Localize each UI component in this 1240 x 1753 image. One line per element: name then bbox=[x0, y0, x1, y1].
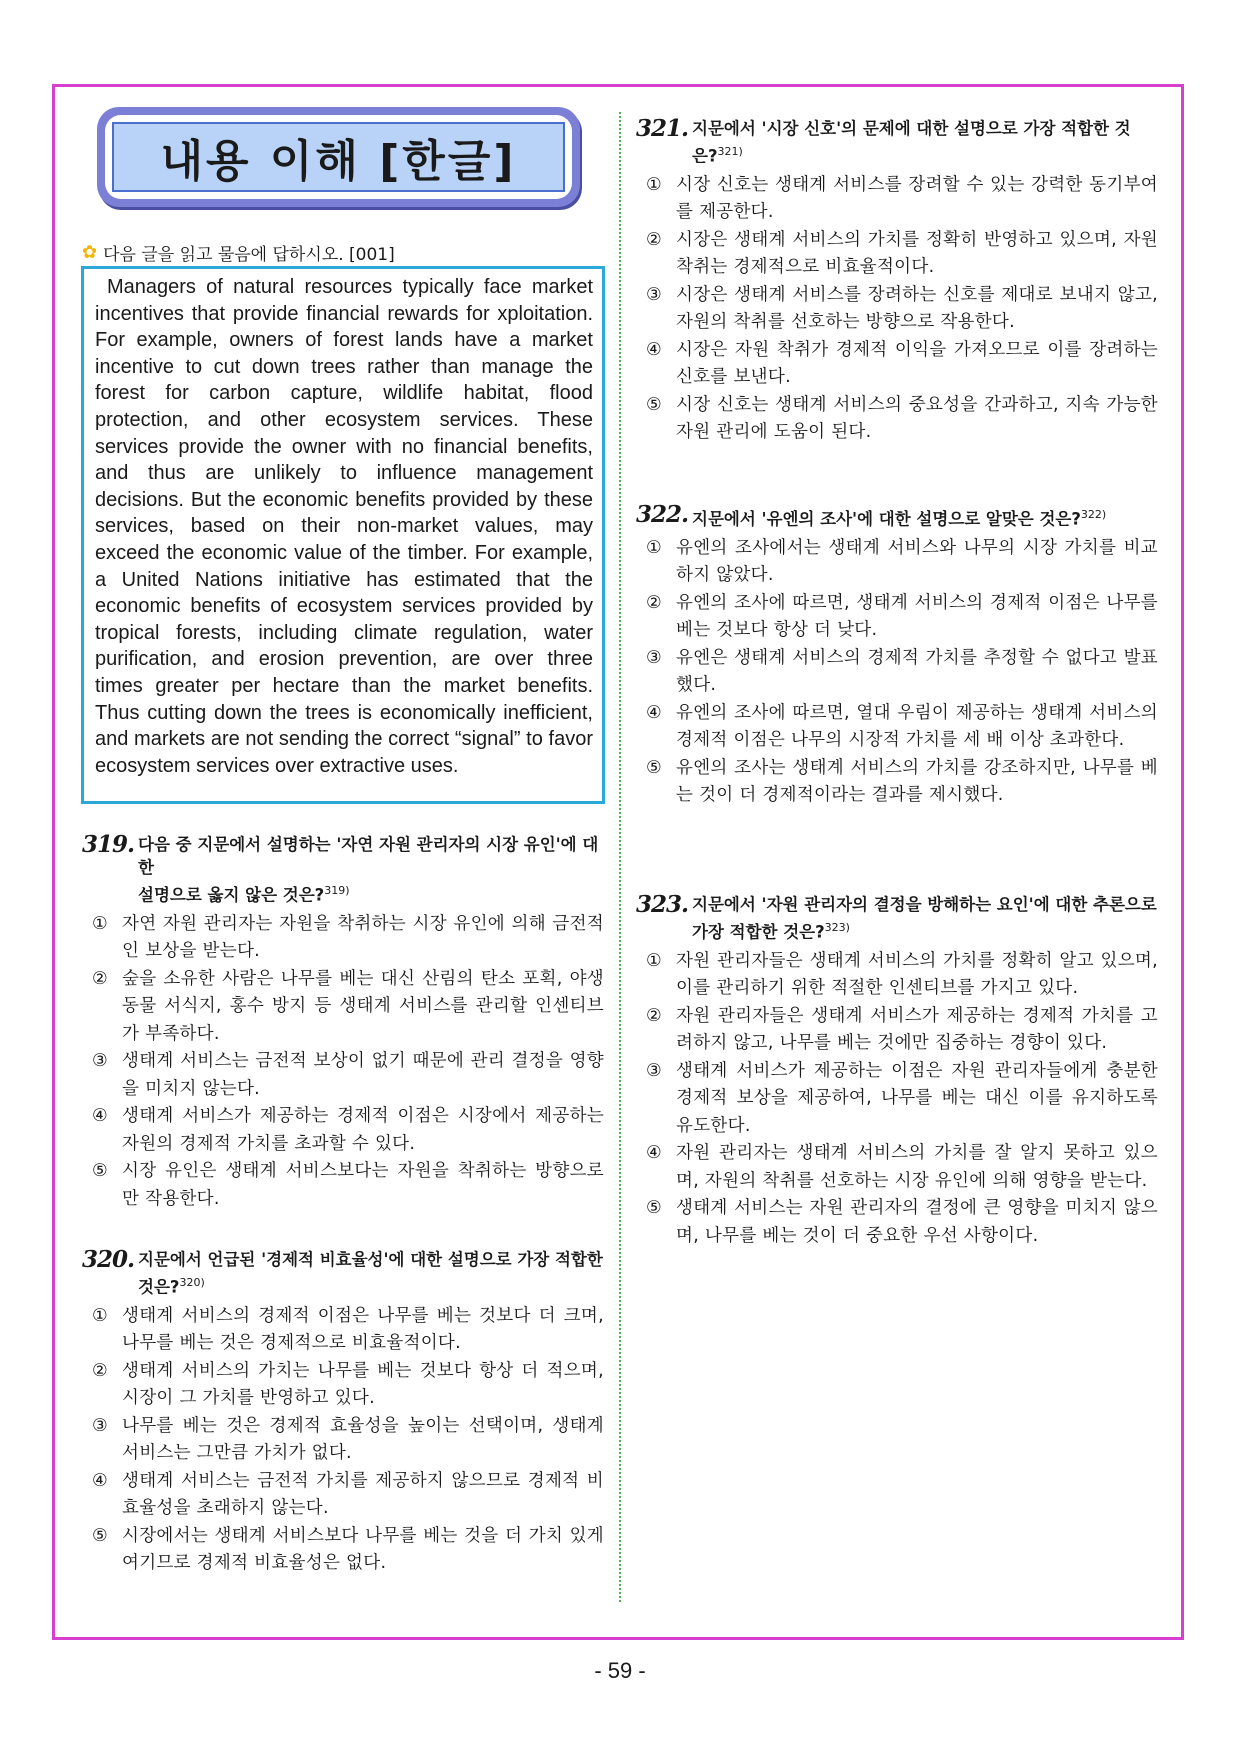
reading-passage bbox=[81, 266, 605, 804]
option-4[interactable]: ④ 생태계 서비스는 금전적 가치를 제공하지 않으므로 경제적 비효율성을 초래하지 않는다. bbox=[92, 1470, 604, 1518]
option-4[interactable]: ④ 시장은 자원 착취가 경제적 이익을 가져오므로 이를 장려하는 신호를 보낸다. bbox=[646, 339, 1158, 387]
title-banner bbox=[97, 107, 580, 207]
question-321 bbox=[636, 117, 1158, 447]
question-stem: 지문에서 '자원 관리자의 결정을 방해하는 요인'에 대한 추론으로 bbox=[692, 895, 1157, 914]
option-3[interactable]: ③ 나무를 베는 것은 경제적 효율성을 높이는 선택이며, 생태계 서비스는 그만큼 가치가 없다. bbox=[92, 1415, 604, 1463]
option-list bbox=[636, 948, 1158, 1251]
question-stem: 다음 중 지문에서 설명하는 '자연 자원 관리자의 시장 유인'에 대한 bbox=[138, 835, 599, 877]
option-1[interactable]: ① 유엔의 조사에서는 생태계 서비스와 나무의 시장 가치를 비교하지 않았다. bbox=[646, 537, 1158, 585]
option-2[interactable]: ② 숲을 소유한 사람은 나무를 베는 대신 산림의 탄소 포획, 야생동물 서식지, 홍수 방지 등 생태계 서비스를 관리할 인센티브가 부족하다. bbox=[92, 968, 604, 1044]
option-2[interactable]: ② 자원 관리자들은 생태계 서비스가 제공하는 경제적 가치를 고려하지 않고, 나무를 베는 것에만 집중하는 경향이 있다. bbox=[646, 1005, 1158, 1053]
question-number: 323. bbox=[636, 891, 689, 918]
question-stem-cont: 가장 적합한 것은? bbox=[692, 922, 825, 942]
option-4[interactable]: ④ 생태계 서비스가 제공하는 경제적 이점은 시장에서 제공하는 자원의 경제적 가치를 초과할 수 있다. bbox=[92, 1106, 604, 1154]
question-323 bbox=[636, 893, 1158, 1250]
page-title: 내용 이해 [한글] bbox=[112, 122, 565, 192]
instruction-text: 다음 글을 읽고 물음에 답하시오. [001] bbox=[103, 245, 395, 265]
question-stem: 지문에서 언급된 '경제적 비효율성'에 대한 설명으로 가장 적합한 bbox=[138, 1250, 603, 1269]
passage-text: Managers of natural resources typically face market incentives that provide financial rewards for xploitation. For example, owners of forest lands have a market incentive to cut down trees rather than manage the forest for carbon capture, wildlife habitat, flood protection, and other ecosystem services. These services provide the owner with no financial benefits, and thus are unlikely to influence management decisions. But the economic benefits provided by these services, based on their non-market values, may exceed the economic value of the timber. For example, a United Nations initiative has estimated that the economic benefits of ecosystem services provided by tropical forests, including climate regulation, water purification, and erosion prevention, are over three times greater per hectare than the market benefits. Thus cutting down the trees is economically inefficient, and markets are not sending the correct “signal” to favor ecosystem services over extractive uses. bbox=[95, 276, 593, 777]
question-stem-cont: 것은? bbox=[138, 1277, 180, 1297]
option-5[interactable]: ⑤ 유엔의 조사는 생태계 서비스의 가치를 강조하지만, 나무를 베는 것이 더 경제적이라는 결과를 제시했다. bbox=[646, 757, 1158, 805]
option-5[interactable]: ⑤ 시장 유인은 생태계 서비스보다는 자원을 착취하는 방향으로만 작용한다. bbox=[92, 1161, 604, 1209]
page-number: - 59 - bbox=[594, 1658, 646, 1683]
question-stem: 지문에서 '시장 신호'의 문제에 대한 설명으로 가장 적합한 것 bbox=[692, 119, 1131, 138]
option-2[interactable]: ② 생태계 서비스의 가치는 나무를 베는 것보다 항상 더 적으며, 시장이 그 가치를 반영하고 있다. bbox=[92, 1360, 604, 1408]
option-3[interactable]: ③ 유엔은 생태계 서비스의 경제적 가치를 추정할 수 없다고 발표했다. bbox=[646, 647, 1158, 695]
question-number: 322. bbox=[636, 501, 689, 528]
option-list bbox=[636, 535, 1158, 810]
question-322 bbox=[636, 503, 1158, 810]
question-stem-cont: 설명으로 옳지 않은 것은? bbox=[138, 885, 325, 905]
column-divider bbox=[619, 112, 621, 1602]
option-3[interactable]: ③ 시장은 생태계 서비스를 장려하는 신호를 제대로 보내지 않고, 자원의 착취를 선호하는 방향으로 작용한다. bbox=[646, 284, 1158, 332]
footnote-ref: 322) bbox=[1080, 508, 1107, 521]
option-4[interactable]: ④ 유엔의 조사에 따르면, 열대 우림이 제공하는 생태계 서비스의 경제적 이점은 나무의 시장적 가치를 세 배 이상 초과한다. bbox=[646, 702, 1158, 750]
question-number: 319. bbox=[82, 831, 135, 858]
option-list bbox=[82, 1303, 604, 1578]
question-320 bbox=[82, 1248, 604, 1578]
option-3[interactable]: ③ 생태계 서비스가 제공하는 이점은 자원 관리자들에게 충분한 경제적 보상을 제공하여, 나무를 베는 대신 이를 유지하도록 유도한다. bbox=[646, 1060, 1158, 1136]
option-2[interactable]: ② 시장은 생태계 서비스의 가치를 정확히 반영하고 있으며, 자원 착취는 경제적으로 비효율적이다. bbox=[646, 229, 1158, 277]
option-4[interactable]: ④ 자원 관리자는 생태계 서비스의 가치를 잘 알지 못하고 있으며, 자원의 착취를 선호하는 시장 유인에 의해 영향을 받는다. bbox=[646, 1143, 1158, 1191]
option-1[interactable]: ① 생태계 서비스의 경제적 이점은 나무를 베는 것보다 더 크며, 나무를 베는 것은 경제적으로 비효율적이다. bbox=[92, 1305, 604, 1353]
flower-icon: ✿ bbox=[82, 242, 98, 263]
question-number: 321. bbox=[636, 115, 689, 142]
question-319 bbox=[82, 833, 604, 1213]
question-number: 320. bbox=[82, 1246, 135, 1273]
option-list bbox=[82, 911, 604, 1214]
question-stem-cont: 은? bbox=[692, 146, 718, 166]
option-5[interactable]: ⑤ 생태계 서비스는 자원 관리자의 결정에 큰 영향을 미치지 않으며, 나무를 베는 것이 더 중요한 우선 사항이다. bbox=[646, 1198, 1158, 1246]
option-1[interactable]: ① 자원 관리자들은 생태계 서비스의 가치를 정확히 알고 있으며, 이를 관리하기 위한 적절한 인센티브를 가지고 있다. bbox=[646, 950, 1158, 998]
option-5[interactable]: ⑤ 시장 신호는 생태계 서비스의 중요성을 간과하고, 지속 가능한 자원 관리에 도움이 된다. bbox=[646, 394, 1158, 442]
option-1[interactable]: ① 시장 신호는 생태계 서비스를 장려할 수 있는 강력한 동기부여를 제공한다. bbox=[646, 174, 1158, 222]
option-2[interactable]: ② 유엔의 조사에 따르면, 생태계 서비스의 경제적 이점은 나무를 베는 것보다 항상 더 낮다. bbox=[646, 592, 1158, 640]
option-list bbox=[636, 172, 1158, 447]
footnote-ref: 320) bbox=[179, 1276, 205, 1289]
option-5[interactable]: ⑤ 시장에서는 생태계 서비스보다 나무를 베는 것을 더 가치 있게 여기므로 경제적 비효율성은 없다. bbox=[92, 1525, 604, 1573]
option-3[interactable]: ③ 생태계 서비스는 금전적 보상이 없기 때문에 관리 결정을 영향을 미치지 않는다. bbox=[92, 1051, 604, 1099]
footnote-ref: 323) bbox=[824, 921, 850, 934]
instruction bbox=[82, 240, 395, 265]
option-1[interactable]: ① 자연 자원 관리자는 자원을 착취하는 시장 유인에 의해 금전적인 보상을 받는다. bbox=[92, 913, 604, 961]
footnote-ref: 321) bbox=[717, 145, 743, 158]
footnote-ref: 319) bbox=[324, 884, 350, 897]
question-stem: 지문에서 '유엔의 조사'에 대한 설명으로 알맞은 것은? bbox=[692, 509, 1081, 529]
